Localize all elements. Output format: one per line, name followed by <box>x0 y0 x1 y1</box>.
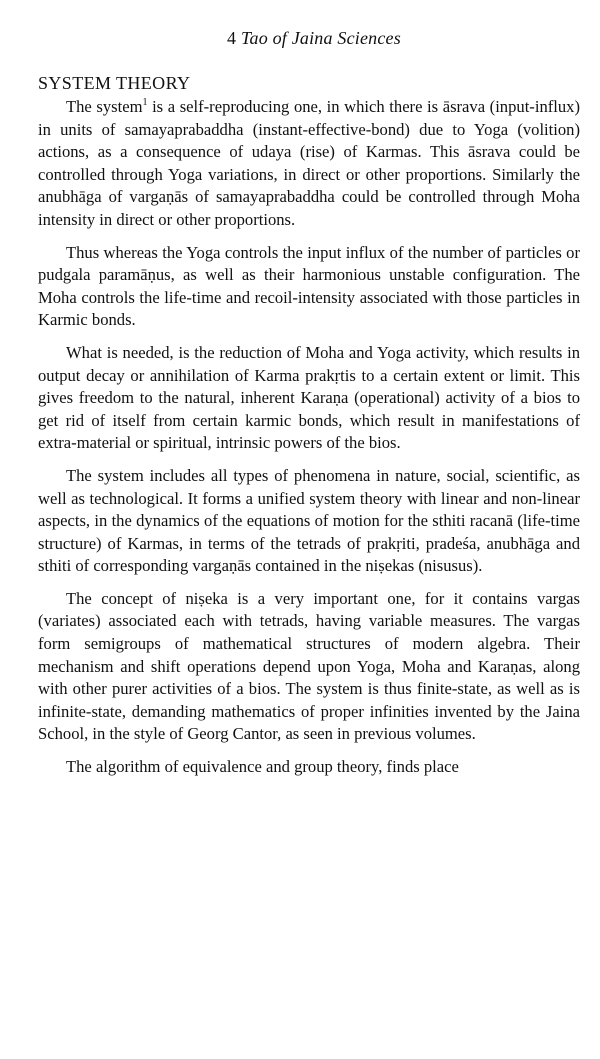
footnote-marker[interactable]: 1 <box>142 97 148 108</box>
running-head <box>48 26 580 50</box>
paragraph-6: The algorithm of equivalence and group theory, finds place <box>66 757 459 777</box>
paragraph-1 <box>38 96 580 232</box>
running-head-title: Tao of Jaina Sciences <box>240 28 401 48</box>
section-heading: SYSTEM THEORY <box>38 73 191 93</box>
page-number: 4 <box>227 28 237 48</box>
paragraph-2: Thus whereas the Yoga controls the input influx of the number of particles or pudgala paramāṇus, as well as their harmonious unstable configuration. The Moha controls the life-time and recoil-intensity associated with those particles in Karmic bonds. <box>38 242 580 330</box>
paragraph-3: What is needed, is the reduction of Moha and Yoga activity, which results in output decay or annihilation of Karma prakṛtis to a certain extent or limit. This gives freedom to the natural, inherent Karaṇa (operational) activity of a bios to get rid of itself from certain karmic bonds, which result in manifestations of extra-material or spiritual, intrinsic powers of the bios. <box>38 342 580 453</box>
paragraph-1-lead: The system <box>66 97 143 116</box>
paragraph-4: The system includes all types of phenomena in nature, social, scientific, as well as technological. It forms a unified system theory with linear and non-linear aspects, in the dynamics of the equations of motion for the sthiti racanā (life-time structure) of Karmas, in terms of the tetrads of prakṛiti, pradeśa, anubhāga and sthiti of corresponding vargaṇās contained in the niṣekas (nisusus). <box>38 465 580 576</box>
paragraph-1-body: is a self-reproducing one, in which there is āsrava (input-influx) in units of samayaprabaddha (instant-effective-bond) due to Yoga (volition) actions, as a consequence of udaya (rise) of Karmas. This āsrava could be controlled through Yoga variations, in direct or other proportions. Similarly the anubhāga of vargaṇās of samayaprabaddha could be controlled through Moha intensity in direct or other proportions. <box>38 97 580 229</box>
paragraph-5: The concept of niṣeka is a very important one, for it contains vargas (variates) associated each with tetrads, having variable measures. The vargas form semigroups of mathematical structures of modern algebra. Their mechanism and shift operations depend upon Yoga, Moha and Karaṇas, along with other purer activities of a bios. The system is thus finite-state, as well as is infinite-state, demanding mathematics of proper infinities invented by the Jaina School, in the style of Georg Cantor, as seen in previous volumes. <box>38 588 580 744</box>
